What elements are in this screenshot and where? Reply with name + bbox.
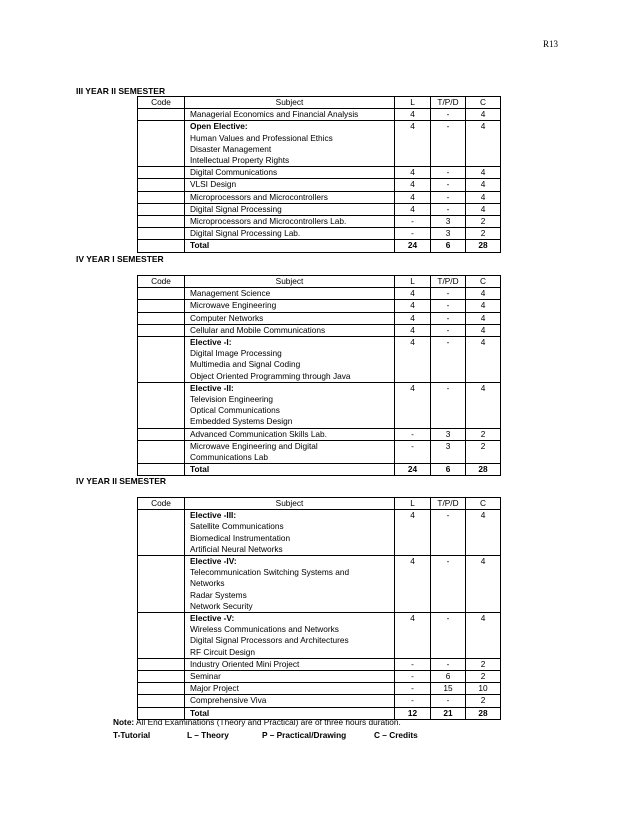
c-cell: 4	[466, 300, 501, 312]
table-header-row	[138, 498, 501, 510]
total-tpd: 6	[431, 240, 466, 252]
tpd-cell: -	[431, 695, 466, 707]
l-cell: 4	[395, 203, 431, 215]
tpd-cell: 15	[431, 683, 466, 695]
legend-practical: P – Practical/Drawing	[262, 730, 347, 740]
c-cell: 2	[466, 228, 501, 240]
total-tpd: 6	[431, 464, 466, 476]
code-cell	[138, 300, 185, 312]
l-cell: 4	[395, 179, 431, 191]
table-row	[138, 121, 501, 167]
legend-credits: C – Credits	[374, 730, 418, 740]
code-cell	[138, 671, 185, 683]
header-l: L	[395, 97, 431, 109]
course-table-3-2	[137, 96, 501, 253]
code-cell	[138, 240, 185, 252]
subject-name: Microprocessors and Microcontrollers	[190, 191, 328, 202]
header-c: C	[466, 276, 501, 288]
note-text: All End Examinations (Theory and Practical) are of three hours duration.	[134, 717, 401, 727]
note-line	[113, 716, 418, 729]
course-table-4-1	[137, 275, 501, 476]
code-cell	[138, 683, 185, 695]
subject-line: Television Engineering	[190, 394, 274, 405]
table-row	[138, 658, 501, 670]
total-label: Total	[185, 707, 395, 719]
subject-cell	[185, 510, 395, 556]
code-cell	[138, 288, 185, 300]
subject-name: Microprocessors and Microcontrollers Lab.	[190, 216, 347, 227]
subject-cell	[185, 179, 395, 191]
subject-cell	[185, 300, 395, 312]
elective-heading: Elective -IV:	[190, 556, 237, 567]
c-cell: 4	[466, 613, 501, 659]
subject-line: Artificial Neural Networks	[190, 543, 283, 554]
c-cell: 2	[466, 658, 501, 670]
tpd-cell: -	[431, 121, 466, 167]
semester-title: IV YEAR I SEMESTER	[76, 254, 164, 264]
c-cell: 2	[466, 695, 501, 707]
c-cell: 4	[466, 203, 501, 215]
tpd-cell: 3	[431, 216, 466, 228]
c-cell: 4	[466, 121, 501, 167]
l-cell: 4	[395, 613, 431, 659]
subject-name: VLSI Design	[190, 179, 237, 190]
subject-cell	[185, 228, 395, 240]
subject-cell	[185, 556, 395, 613]
tpd-cell: -	[431, 510, 466, 556]
table-row	[138, 228, 501, 240]
total-row	[138, 240, 501, 252]
table-row	[138, 337, 501, 383]
subject-line: Human Values and Professional Ethics	[190, 132, 333, 143]
tpd-cell: -	[431, 288, 466, 300]
table-row	[138, 312, 501, 324]
code-cell	[138, 167, 185, 179]
subject-cell	[185, 695, 395, 707]
subject-name: Comprehensive Viva	[190, 695, 267, 706]
subject-cell	[185, 288, 395, 300]
l-cell: 4	[395, 510, 431, 556]
code-cell	[138, 109, 185, 121]
elective-heading: Elective -I:	[190, 337, 232, 348]
c-cell: 4	[466, 167, 501, 179]
tpd-cell: -	[431, 337, 466, 383]
tpd-cell: -	[431, 179, 466, 191]
tpd-cell: -	[431, 556, 466, 613]
subject-name: Management Science	[190, 288, 271, 299]
c-cell: 4	[466, 324, 501, 336]
l-cell: -	[395, 683, 431, 695]
table-row	[138, 216, 501, 228]
tpd-cell: -	[431, 658, 466, 670]
l-cell: 4	[395, 382, 431, 428]
code-cell	[138, 556, 185, 613]
subject-line: Satellite Communications	[190, 521, 284, 532]
legend-tutorial: T-Tutorial	[113, 730, 151, 740]
table-row	[138, 440, 501, 463]
header-code: Code	[138, 276, 185, 288]
table-row	[138, 428, 501, 440]
c-cell: 4	[466, 288, 501, 300]
tpd-cell: 6	[431, 671, 466, 683]
subject-cell	[185, 312, 395, 324]
l-cell: 4	[395, 167, 431, 179]
elective-heading: Open Elective:	[190, 121, 248, 132]
total-c: 28	[466, 240, 501, 252]
code-cell	[138, 312, 185, 324]
header-c: C	[466, 498, 501, 510]
elective-heading: Elective -II:	[190, 382, 234, 393]
tpd-cell: -	[431, 382, 466, 428]
legend-line	[113, 729, 418, 742]
subject-name: Computer Networks	[190, 312, 264, 323]
code-cell	[138, 613, 185, 659]
subject-line: Embedded Systems Design	[190, 416, 293, 427]
tpd-cell: -	[431, 191, 466, 203]
subject-cell	[185, 324, 395, 336]
c-cell: 4	[466, 510, 501, 556]
tpd-cell: -	[431, 324, 466, 336]
c-cell: 4	[466, 179, 501, 191]
subject-line: Communications Lab	[190, 452, 268, 463]
subject-line: Digital Image Processing	[190, 348, 282, 359]
total-label: Total	[185, 240, 395, 252]
l-cell: -	[395, 228, 431, 240]
code-cell	[138, 324, 185, 336]
header-l: L	[395, 498, 431, 510]
page-label: R13	[543, 39, 559, 49]
header-subject: Subject	[185, 97, 395, 109]
table-row	[138, 288, 501, 300]
total-c: 28	[466, 464, 501, 476]
total-l: 12	[395, 707, 431, 719]
code-cell	[138, 464, 185, 476]
code-cell	[138, 203, 185, 215]
subject-line: Digital Signal Processors and Architectures	[190, 635, 349, 646]
table-row	[138, 613, 501, 659]
subject-cell	[185, 203, 395, 215]
subject-line: Intellectual Property Rights	[190, 155, 290, 166]
table-row	[138, 556, 501, 613]
l-cell: -	[395, 658, 431, 670]
header-subject: Subject	[185, 276, 395, 288]
header-code: Code	[138, 498, 185, 510]
table-row	[138, 324, 501, 336]
tpd-cell: 3	[431, 428, 466, 440]
table-row	[138, 203, 501, 215]
table-row	[138, 671, 501, 683]
subject-line: Disaster Management	[190, 143, 272, 154]
c-cell: 2	[466, 216, 501, 228]
subject-cell	[185, 121, 395, 167]
c-cell: 4	[466, 312, 501, 324]
c-cell: 2	[466, 671, 501, 683]
table-header-row	[138, 276, 501, 288]
table-row	[138, 179, 501, 191]
code-cell	[138, 658, 185, 670]
c-cell: 2	[466, 428, 501, 440]
subject-cell	[185, 216, 395, 228]
code-cell	[138, 337, 185, 383]
c-cell: 4	[466, 556, 501, 613]
subject-line: Optical Communications	[190, 405, 280, 416]
subject-name: Industry Oriented Mini Project	[190, 658, 300, 669]
code-cell	[138, 510, 185, 556]
total-tpd: 21	[431, 707, 466, 719]
subject-name: Microwave Engineering	[190, 300, 277, 311]
tpd-cell: -	[431, 203, 466, 215]
subject-cell	[185, 337, 395, 383]
table-row	[138, 683, 501, 695]
subject-line: Networks	[190, 578, 225, 589]
total-row	[138, 464, 501, 476]
tpd-cell: -	[431, 613, 466, 659]
table-row	[138, 191, 501, 203]
tpd-cell: 3	[431, 440, 466, 463]
total-l: 24	[395, 464, 431, 476]
c-cell: 4	[466, 191, 501, 203]
l-cell: -	[395, 695, 431, 707]
table-row	[138, 167, 501, 179]
table-row	[138, 382, 501, 428]
subject-line: Object Oriented Programming through Java	[190, 370, 351, 381]
tpd-cell: -	[431, 109, 466, 121]
c-cell: 2	[466, 440, 501, 463]
subject-cell	[185, 167, 395, 179]
subject-name: Major Project	[190, 683, 239, 694]
total-label: Total	[185, 464, 395, 476]
subject-cell	[185, 382, 395, 428]
tpd-cell: -	[431, 167, 466, 179]
code-cell	[138, 179, 185, 191]
header-subject: Subject	[185, 498, 395, 510]
l-cell: 4	[395, 300, 431, 312]
code-cell	[138, 382, 185, 428]
table-header-row	[138, 97, 501, 109]
code-cell	[138, 121, 185, 167]
subject-name: Digital Signal Processing	[190, 203, 282, 214]
subject-name: Cellular and Mobile Communications	[190, 324, 326, 335]
subject-cell	[185, 428, 395, 440]
subject-line: Wireless Communications and Networks	[190, 624, 339, 635]
table-row	[138, 510, 501, 556]
subject-cell	[185, 671, 395, 683]
total-c: 28	[466, 707, 501, 719]
note	[113, 716, 418, 742]
header-c: C	[466, 97, 501, 109]
tpd-cell: -	[431, 312, 466, 324]
subject-cell	[185, 440, 395, 463]
tpd-cell: 3	[431, 228, 466, 240]
subject-cell	[185, 613, 395, 659]
l-cell: 4	[395, 121, 431, 167]
l-cell: 4	[395, 191, 431, 203]
l-cell: 4	[395, 288, 431, 300]
subject-cell	[185, 191, 395, 203]
l-cell: 4	[395, 337, 431, 383]
subject-name: Digital Communications	[190, 167, 278, 178]
subject-line: Multimedia and Signal Coding	[190, 359, 301, 370]
c-cell: 4	[466, 109, 501, 121]
c-cell: 4	[466, 337, 501, 383]
note-label: Note:	[113, 717, 135, 727]
header-tpd: T/P/D	[431, 498, 466, 510]
l-cell: -	[395, 440, 431, 463]
subject-line: RF Circuit Design	[190, 646, 256, 657]
l-cell: -	[395, 216, 431, 228]
subject-name: Advanced Communication Skills Lab.	[190, 428, 327, 439]
table-row	[138, 695, 501, 707]
header-tpd: T/P/D	[431, 276, 466, 288]
code-cell	[138, 216, 185, 228]
l-cell: 4	[395, 556, 431, 613]
semester-title: IV YEAR II SEMESTER	[76, 476, 167, 486]
table-row	[138, 300, 501, 312]
subject-cell	[185, 658, 395, 670]
course-table-4-2	[137, 497, 501, 720]
l-cell: 4	[395, 109, 431, 121]
l-cell: -	[395, 428, 431, 440]
subject-line: Microwave Engineering and Digital	[190, 440, 318, 451]
subject-name: Managerial Economics and Financial Analysis	[190, 109, 359, 120]
tpd-cell: -	[431, 300, 466, 312]
header-code: Code	[138, 97, 185, 109]
l-cell: -	[395, 671, 431, 683]
subject-name: Digital Signal Processing Lab.	[190, 228, 301, 239]
header-l: L	[395, 276, 431, 288]
code-cell	[138, 228, 185, 240]
code-cell	[138, 191, 185, 203]
semester-title: III YEAR II SEMESTER	[76, 86, 166, 96]
code-cell	[138, 695, 185, 707]
subject-cell	[185, 683, 395, 695]
subject-cell	[185, 109, 395, 121]
l-cell: 4	[395, 324, 431, 336]
subject-line: Telecommunication Switching Systems and	[190, 567, 350, 578]
total-l: 24	[395, 240, 431, 252]
elective-heading: Elective -III:	[190, 510, 237, 521]
subject-line: Radar Systems	[190, 589, 247, 600]
subject-name: Seminar	[190, 671, 221, 682]
subject-line: Network Security	[190, 600, 253, 611]
code-cell	[138, 428, 185, 440]
subject-line: Biomedical Instrumentation	[190, 532, 291, 543]
code-cell	[138, 440, 185, 463]
c-cell: 10	[466, 683, 501, 695]
c-cell: 4	[466, 382, 501, 428]
legend-theory: L – Theory	[187, 730, 229, 740]
table-row	[138, 109, 501, 121]
l-cell: 4	[395, 312, 431, 324]
header-tpd: T/P/D	[431, 97, 466, 109]
elective-heading: Elective -V:	[190, 613, 235, 624]
